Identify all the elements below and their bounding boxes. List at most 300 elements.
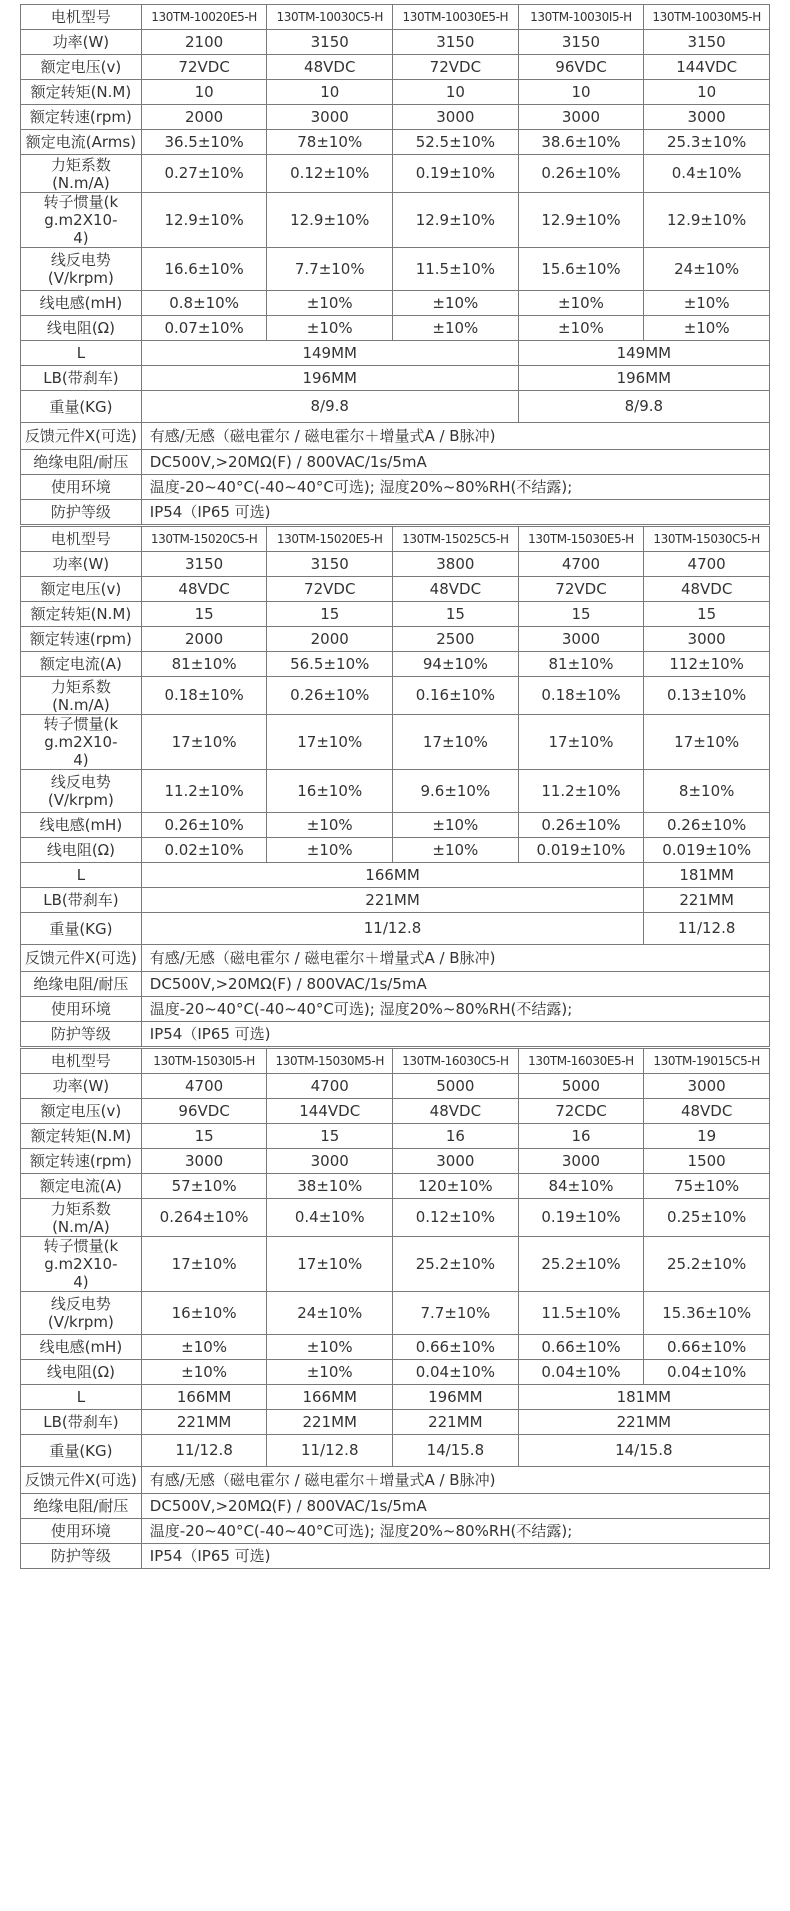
spec-label-text: 转子惯量(kg.m2X10-4)	[43, 1237, 119, 1291]
spec-value: 72VDC	[267, 577, 393, 602]
weight-row	[21, 913, 770, 945]
spec-value: 7.7±10%	[393, 1292, 519, 1335]
spec-value: 2500	[393, 627, 519, 652]
model-name: 130TM-10030C5-H	[267, 5, 393, 30]
environment-row	[21, 997, 770, 1022]
dim-lb-value: 221MM	[393, 1410, 519, 1435]
insulation-row	[21, 450, 770, 475]
weight-value: 11/12.8	[644, 913, 770, 945]
feedback-label: 反馈元件X(可选)	[21, 945, 142, 972]
spec-value: 10	[518, 80, 644, 105]
model-row	[21, 5, 770, 30]
spec-value: 48VDC	[393, 1099, 519, 1124]
spec-value: 48VDC	[141, 577, 267, 602]
spec-value: 0.18±10%	[518, 677, 644, 715]
spec-value: 0.12±10%	[393, 1199, 519, 1237]
spec-value: 144VDC	[267, 1099, 393, 1124]
spec-value: 72CDC	[518, 1099, 644, 1124]
spec-table	[20, 1048, 770, 1569]
spec-value: 2100	[141, 30, 267, 55]
weight-label: 重量(KG)	[21, 1435, 142, 1467]
spec-value: 12.9±10%	[518, 193, 644, 248]
spec-value: 5000	[393, 1074, 519, 1099]
spec-label: 线电阻(Ω)	[21, 838, 142, 863]
spec-value: 81±10%	[518, 652, 644, 677]
spec-value: 72VDC	[393, 55, 519, 80]
feedback-row	[21, 1467, 770, 1494]
spec-label: 额定转速(rpm)	[21, 105, 142, 130]
spec-row	[21, 55, 770, 80]
spec-value: 52.5±10%	[393, 130, 519, 155]
spec-value: 0.27±10%	[141, 155, 267, 193]
model-name: 130TM-15025C5-H	[393, 527, 519, 552]
spec-row	[21, 1149, 770, 1174]
spec-value: 3150	[644, 30, 770, 55]
spec-label	[21, 193, 142, 248]
spec-value: 2000	[141, 627, 267, 652]
spec-value: 112±10%	[644, 652, 770, 677]
dim-lb-value: 221MM	[518, 1410, 769, 1435]
spec-value: 3000	[393, 1149, 519, 1174]
spec-row	[21, 627, 770, 652]
spec-label: 线电感(mH)	[21, 291, 142, 316]
model-name: 130TM-15020E5-H	[267, 527, 393, 552]
dim-lb-value: 221MM	[141, 888, 644, 913]
insulation-row	[21, 972, 770, 997]
model-name: 130TM-10030M5-H	[644, 5, 770, 30]
model-name: 130TM-16030C5-H	[393, 1049, 519, 1074]
spec-label	[21, 715, 142, 770]
spec-value: 15	[141, 602, 267, 627]
spec-value: 72VDC	[518, 577, 644, 602]
spec-value: 10	[644, 80, 770, 105]
dim-l-value: 149MM	[518, 341, 769, 366]
spec-value: 12.9±10%	[267, 193, 393, 248]
environment-value: 温度-20~40°C(-40~40°C可选); 湿度20%~80%RH(不结露);	[141, 997, 769, 1022]
spec-label-text: 线反电势(V/krpm)	[47, 773, 114, 809]
spec-value: 11.2±10%	[141, 770, 267, 813]
spec-value: 9.6±10%	[393, 770, 519, 813]
spec-value: 3000	[267, 1149, 393, 1174]
dim-l-row	[21, 341, 770, 366]
spec-label-text: 转子惯量(kg.m2X10-4)	[43, 715, 119, 769]
spec-row	[21, 577, 770, 602]
spec-row	[21, 248, 770, 291]
spec-value: 10	[267, 80, 393, 105]
spec-label: 额定转矩(N.M)	[21, 1124, 142, 1149]
spec-value: 15	[267, 1124, 393, 1149]
spec-value: ±10%	[518, 316, 644, 341]
spec-value: 3000	[518, 1149, 644, 1174]
spec-value: 12.9±10%	[141, 193, 267, 248]
spec-value: 3150	[393, 30, 519, 55]
spec-value: 0.26±10%	[518, 813, 644, 838]
insulation-value: DC500V,>20MΩ(F) / 800VAC/1s/5mA	[141, 1494, 769, 1519]
spec-value: 0.019±10%	[644, 838, 770, 863]
protection-row	[21, 1544, 770, 1569]
model-row	[21, 527, 770, 552]
spec-value: 96VDC	[141, 1099, 267, 1124]
dim-lb-label: LB(带刹车)	[21, 888, 142, 913]
dim-lb-value: 221MM	[141, 1410, 267, 1435]
spec-value: 3000	[267, 105, 393, 130]
weight-label: 重量(KG)	[21, 391, 142, 423]
spec-value: 17±10%	[141, 715, 267, 770]
model-name: 130TM-15030C5-H	[644, 527, 770, 552]
spec-value: ±10%	[393, 838, 519, 863]
spec-value: 15.36±10%	[644, 1292, 770, 1335]
spec-label: 额定转矩(N.M)	[21, 80, 142, 105]
spec-label: 线电阻(Ω)	[21, 316, 142, 341]
spec-value: 25.3±10%	[644, 130, 770, 155]
spec-label: 功率(W)	[21, 1074, 142, 1099]
spec-value: 144VDC	[644, 55, 770, 80]
spec-value: ±10%	[267, 1360, 393, 1385]
model-name: 130TM-10030E5-H	[393, 5, 519, 30]
weight-value: 11/12.8	[141, 1435, 267, 1467]
spec-value: 7.7±10%	[267, 248, 393, 291]
spec-value: 0.66±10%	[644, 1335, 770, 1360]
spec-value: 0.019±10%	[518, 838, 644, 863]
spec-value: 4700	[267, 1074, 393, 1099]
environment-label: 使用环境	[21, 1519, 142, 1544]
weight-value: 8/9.8	[141, 391, 518, 423]
spec-value: 15.6±10%	[518, 248, 644, 291]
spec-label	[21, 770, 142, 813]
dim-l-value: 181MM	[644, 863, 770, 888]
spec-label-text: 力矩系数(N.m/A)	[50, 155, 111, 192]
spec-value: 15	[267, 602, 393, 627]
protection-row	[21, 1022, 770, 1047]
spec-value: 0.66±10%	[518, 1335, 644, 1360]
spec-value: 2000	[267, 627, 393, 652]
feedback-value: 有感/无感（磁电霍尔 / 磁电霍尔＋增量式A / B脉冲)	[141, 423, 769, 450]
protection-value: IP54（IP65 可选)	[141, 500, 769, 525]
spec-row	[21, 155, 770, 193]
spec-value: 72VDC	[141, 55, 267, 80]
spec-table	[20, 4, 770, 525]
spec-value: 3000	[518, 105, 644, 130]
feedback-label: 反馈元件X(可选)	[21, 423, 142, 450]
spec-row	[21, 80, 770, 105]
spec-row	[21, 1174, 770, 1199]
spec-label	[21, 1292, 142, 1335]
spec-label	[21, 248, 142, 291]
spec-value: 15	[393, 602, 519, 627]
spec-label: 额定电流(A)	[21, 1174, 142, 1199]
spec-value: 11.5±10%	[393, 248, 519, 291]
spec-value: 11.5±10%	[518, 1292, 644, 1335]
spec-table	[20, 526, 770, 1047]
spec-value: 5000	[518, 1074, 644, 1099]
dim-lb-value: 221MM	[267, 1410, 393, 1435]
spec-value: ±10%	[644, 316, 770, 341]
spec-value: 8±10%	[644, 770, 770, 813]
spec-value: ±10%	[393, 813, 519, 838]
spec-value: 0.16±10%	[393, 677, 519, 715]
spec-row	[21, 652, 770, 677]
dim-lb-row	[21, 366, 770, 391]
spec-value: 36.5±10%	[141, 130, 267, 155]
spec-value: 38±10%	[267, 1174, 393, 1199]
dim-l-value: 166MM	[141, 863, 644, 888]
spec-value: 48VDC	[393, 577, 519, 602]
spec-value: ±10%	[644, 291, 770, 316]
spec-value: 0.264±10%	[141, 1199, 267, 1237]
spec-label: 功率(W)	[21, 552, 142, 577]
spec-value: 1500	[644, 1149, 770, 1174]
spec-value: 25.2±10%	[518, 1237, 644, 1292]
spec-value: 4700	[141, 1074, 267, 1099]
spec-row	[21, 602, 770, 627]
weight-value: 14/15.8	[393, 1435, 519, 1467]
spec-value: 75±10%	[644, 1174, 770, 1199]
spec-value: 17±10%	[267, 1237, 393, 1292]
spec-label-text: 线反电势(V/krpm)	[47, 251, 114, 287]
spec-row	[21, 552, 770, 577]
spec-value: 48VDC	[644, 1099, 770, 1124]
environment-row	[21, 1519, 770, 1544]
spec-value: 19	[644, 1124, 770, 1149]
spec-row	[21, 1099, 770, 1124]
dim-l-row	[21, 1385, 770, 1410]
spec-label: 额定电流(Arms)	[21, 130, 142, 155]
spec-label-text: 转子惯量(kg.m2X10-4)	[43, 193, 119, 247]
spec-value: 3000	[141, 1149, 267, 1174]
dim-lb-row	[21, 1410, 770, 1435]
spec-value: 0.02±10%	[141, 838, 267, 863]
spec-value: ±10%	[267, 316, 393, 341]
spec-value: 3000	[393, 105, 519, 130]
spec-value: 96VDC	[518, 55, 644, 80]
spec-value: ±10%	[267, 838, 393, 863]
spec-value: 0.25±10%	[644, 1199, 770, 1237]
spec-value: 2000	[141, 105, 267, 130]
feedback-row	[21, 423, 770, 450]
spec-label	[21, 155, 142, 193]
spec-value: 0.26±10%	[518, 155, 644, 193]
spec-value: 0.26±10%	[644, 813, 770, 838]
model-name: 130TM-16030E5-H	[518, 1049, 644, 1074]
spec-row	[21, 291, 770, 316]
spec-value: 12.9±10%	[644, 193, 770, 248]
dim-lb-value: 196MM	[141, 366, 518, 391]
insulation-label: 绝缘电阻/耐压	[21, 450, 142, 475]
spec-value: ±10%	[141, 1335, 267, 1360]
spec-value: 3150	[518, 30, 644, 55]
spec-value: 16±10%	[141, 1292, 267, 1335]
spec-label-text: 力矩系数(N.m/A)	[50, 1199, 111, 1236]
spec-value: 15	[518, 602, 644, 627]
spec-row	[21, 30, 770, 55]
model-label: 电机型号	[21, 5, 142, 30]
spec-value: 0.19±10%	[518, 1199, 644, 1237]
model-name: 130TM-10030I5-H	[518, 5, 644, 30]
weight-value: 8/9.8	[518, 391, 769, 423]
dim-lb-value: 196MM	[518, 366, 769, 391]
spec-label	[21, 1237, 142, 1292]
spec-value: 25.2±10%	[644, 1237, 770, 1292]
spec-value: 48VDC	[644, 577, 770, 602]
spec-value: 0.19±10%	[393, 155, 519, 193]
spec-row	[21, 1292, 770, 1335]
dim-lb-label: LB(带刹车)	[21, 366, 142, 391]
environment-value: 温度-20~40°C(-40~40°C可选); 湿度20%~80%RH(不结露);	[141, 475, 769, 500]
spec-value: 0.26±10%	[141, 813, 267, 838]
spec-label: 额定转速(rpm)	[21, 1149, 142, 1174]
spec-value: 94±10%	[393, 652, 519, 677]
spec-row	[21, 193, 770, 248]
spec-value: 24±10%	[267, 1292, 393, 1335]
weight-value: 14/15.8	[518, 1435, 769, 1467]
spec-value: ±10%	[141, 1360, 267, 1385]
spec-value: ±10%	[267, 813, 393, 838]
feedback-value: 有感/无感（磁电霍尔 / 磁电霍尔＋增量式A / B脉冲)	[141, 945, 769, 972]
spec-value: 15	[644, 602, 770, 627]
dim-l-value: 166MM	[141, 1385, 267, 1410]
spec-row	[21, 1124, 770, 1149]
spec-value: 11.2±10%	[518, 770, 644, 813]
dim-l-label: L	[21, 863, 142, 888]
spec-value: 4700	[518, 552, 644, 577]
spec-label: 线电感(mH)	[21, 1335, 142, 1360]
spec-label	[21, 1199, 142, 1237]
model-label: 电机型号	[21, 527, 142, 552]
weight-row	[21, 391, 770, 423]
spec-value: 38.6±10%	[518, 130, 644, 155]
spec-label: 额定电压(v)	[21, 577, 142, 602]
spec-value: 24±10%	[644, 248, 770, 291]
dim-l-label: L	[21, 341, 142, 366]
spec-row	[21, 316, 770, 341]
spec-label-text: 线反电势(V/krpm)	[47, 1295, 114, 1331]
environment-label: 使用环境	[21, 475, 142, 500]
dim-lb-row	[21, 888, 770, 913]
spec-value: 0.13±10%	[644, 677, 770, 715]
model-name: 130TM-15030M5-H	[267, 1049, 393, 1074]
spec-label: 功率(W)	[21, 30, 142, 55]
spec-value: ±10%	[393, 291, 519, 316]
dim-lb-value: 221MM	[644, 888, 770, 913]
spec-value: 84±10%	[518, 1174, 644, 1199]
spec-value: 0.12±10%	[267, 155, 393, 193]
spec-value: 0.04±10%	[644, 1360, 770, 1385]
spec-value: 0.4±10%	[644, 155, 770, 193]
spec-row	[21, 770, 770, 813]
spec-value: 3000	[644, 105, 770, 130]
spec-value: 0.8±10%	[141, 291, 267, 316]
model-name: 130TM-19015C5-H	[644, 1049, 770, 1074]
spec-value: 78±10%	[267, 130, 393, 155]
spec-value: ±10%	[393, 316, 519, 341]
spec-label: 线电感(mH)	[21, 813, 142, 838]
spec-row	[21, 105, 770, 130]
spec-value: 16.6±10%	[141, 248, 267, 291]
dim-lb-label: LB(带刹车)	[21, 1410, 142, 1435]
spec-value: 17±10%	[141, 1237, 267, 1292]
spec-label	[21, 677, 142, 715]
spec-label: 线电阻(Ω)	[21, 1360, 142, 1385]
spec-value: 0.04±10%	[393, 1360, 519, 1385]
weight-label: 重量(KG)	[21, 913, 142, 945]
spec-label: 额定转矩(N.M)	[21, 602, 142, 627]
dim-l-label: L	[21, 1385, 142, 1410]
spec-value: 17±10%	[267, 715, 393, 770]
spec-value: 3000	[644, 1074, 770, 1099]
spec-value: 16	[518, 1124, 644, 1149]
spec-label: 额定电压(v)	[21, 1099, 142, 1124]
spec-row	[21, 677, 770, 715]
spec-value: ±10%	[518, 291, 644, 316]
insulation-label: 绝缘电阻/耐压	[21, 972, 142, 997]
spec-value: 3150	[141, 552, 267, 577]
spec-value: 56.5±10%	[267, 652, 393, 677]
insulation-label: 绝缘电阻/耐压	[21, 1494, 142, 1519]
spec-value: 10	[393, 80, 519, 105]
spec-value: 120±10%	[393, 1174, 519, 1199]
spec-row	[21, 130, 770, 155]
spec-row	[21, 1199, 770, 1237]
spec-row	[21, 715, 770, 770]
spec-label: 额定电压(v)	[21, 55, 142, 80]
spec-value: 17±10%	[518, 715, 644, 770]
spec-label-text: 力矩系数(N.m/A)	[50, 677, 111, 714]
protection-row	[21, 500, 770, 525]
spec-value: 0.04±10%	[518, 1360, 644, 1385]
feedback-value: 有感/无感（磁电霍尔 / 磁电霍尔＋增量式A / B脉冲)	[141, 1467, 769, 1494]
model-label: 电机型号	[21, 1049, 142, 1074]
insulation-row	[21, 1494, 770, 1519]
environment-label: 使用环境	[21, 997, 142, 1022]
protection-label: 防护等级	[21, 1544, 142, 1569]
spec-row	[21, 1237, 770, 1292]
protection-label: 防护等级	[21, 500, 142, 525]
dim-l-value: 181MM	[518, 1385, 769, 1410]
spec-label: 额定电流(A)	[21, 652, 142, 677]
spec-value: 0.07±10%	[141, 316, 267, 341]
spec-value: 17±10%	[393, 715, 519, 770]
insulation-value: DC500V,>20MΩ(F) / 800VAC/1s/5mA	[141, 450, 769, 475]
protection-value: IP54（IP65 可选)	[141, 1022, 769, 1047]
spec-value: 3000	[518, 627, 644, 652]
spec-value: 16±10%	[267, 770, 393, 813]
environment-value: 温度-20~40°C(-40~40°C可选); 湿度20%~80%RH(不结露);	[141, 1519, 769, 1544]
dim-l-value: 196MM	[393, 1385, 519, 1410]
spec-value: 0.66±10%	[393, 1335, 519, 1360]
spec-row	[21, 1335, 770, 1360]
spec-row	[21, 1360, 770, 1385]
spec-value: 81±10%	[141, 652, 267, 677]
spec-value: 0.18±10%	[141, 677, 267, 715]
feedback-label: 反馈元件X(可选)	[21, 1467, 142, 1494]
spec-value: 17±10%	[644, 715, 770, 770]
spec-value: 15	[141, 1124, 267, 1149]
environment-row	[21, 475, 770, 500]
spec-row	[21, 813, 770, 838]
spec-value: ±10%	[267, 1335, 393, 1360]
spec-value: 10	[141, 80, 267, 105]
weight-value: 11/12.8	[141, 913, 644, 945]
spec-value: 57±10%	[141, 1174, 267, 1199]
weight-row	[21, 1435, 770, 1467]
spec-value: ±10%	[267, 291, 393, 316]
weight-value: 11/12.8	[267, 1435, 393, 1467]
spec-label: 额定转速(rpm)	[21, 627, 142, 652]
model-name: 130TM-15020C5-H	[141, 527, 267, 552]
model-name: 130TM-15030I5-H	[141, 1049, 267, 1074]
spec-value: 0.26±10%	[267, 677, 393, 715]
spec-value: 25.2±10%	[393, 1237, 519, 1292]
